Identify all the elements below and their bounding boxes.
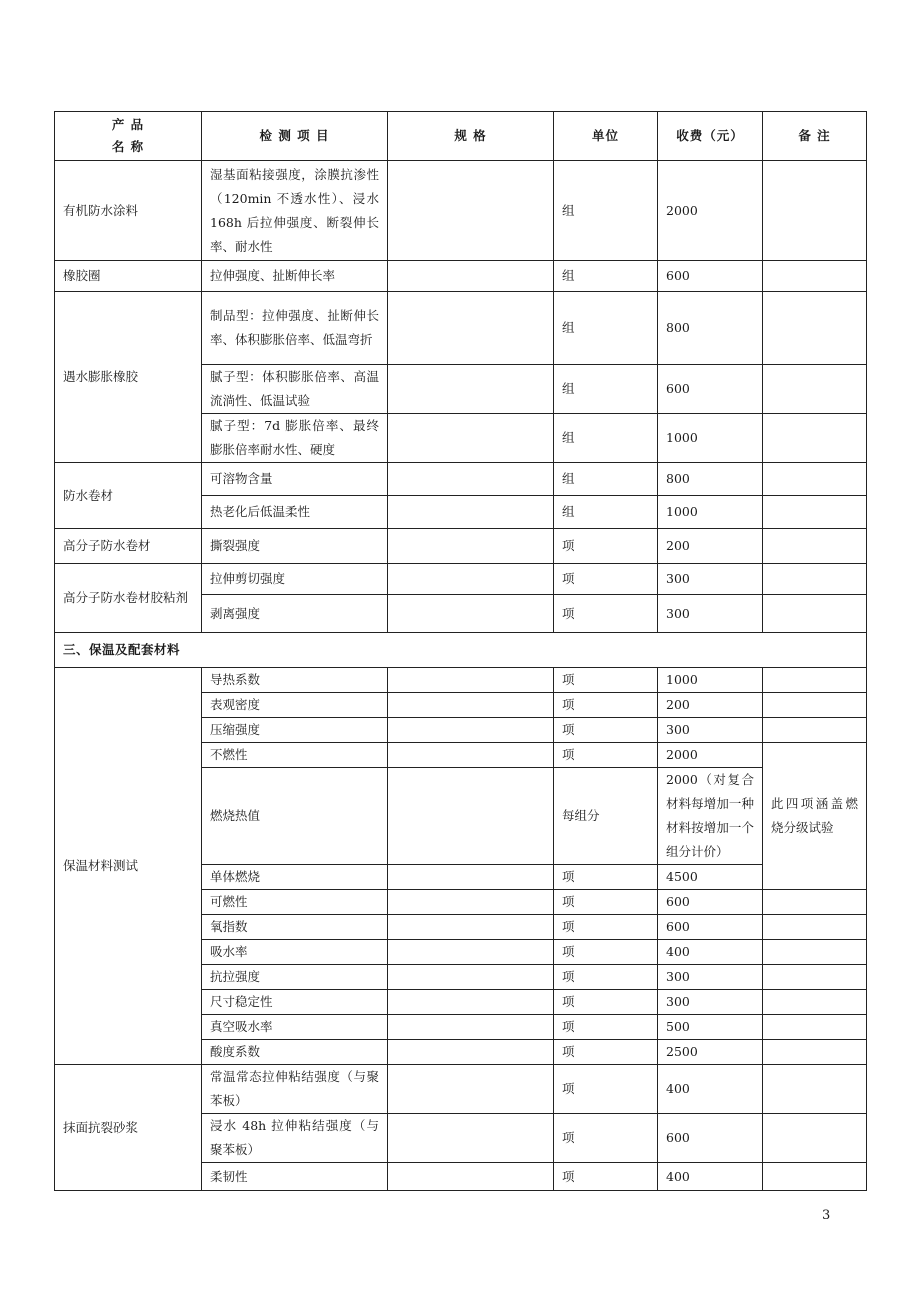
unit-cell: 每组分 bbox=[554, 768, 658, 865]
test-item: 导热系数 bbox=[202, 668, 388, 693]
test-item: 抗拉强度 bbox=[202, 965, 388, 990]
fee-cell: 300 bbox=[658, 990, 763, 1015]
note-cell bbox=[763, 496, 867, 529]
spec-cell bbox=[388, 718, 554, 743]
table-header-row bbox=[55, 112, 867, 161]
fee-cell: 2000 bbox=[658, 743, 763, 768]
unit-cell: 组 bbox=[554, 463, 658, 496]
unit-cell: 项 bbox=[554, 890, 658, 915]
unit-cell: 项 bbox=[554, 1163, 658, 1191]
product-name: 抹面抗裂砂浆 bbox=[55, 1065, 202, 1191]
unit-cell: 项 bbox=[554, 595, 658, 633]
spec-cell bbox=[388, 743, 554, 768]
note-cell bbox=[763, 595, 867, 633]
unit-cell: 项 bbox=[554, 940, 658, 965]
test-item: 酸度系数 bbox=[202, 1040, 388, 1065]
unit-cell: 项 bbox=[554, 990, 658, 1015]
spec-cell bbox=[388, 965, 554, 990]
test-item: 热老化后低温柔性 bbox=[202, 496, 388, 529]
note-cell bbox=[763, 161, 867, 261]
test-item: 制品型：拉伸强度、扯断伸长率、体积膨胀倍率、低温弯折 bbox=[202, 292, 388, 365]
unit-cell: 组 bbox=[554, 261, 658, 292]
note-cell bbox=[763, 365, 867, 414]
spec-cell bbox=[388, 890, 554, 915]
section-heading-row bbox=[55, 633, 867, 668]
header-item: 检 测 项 目 bbox=[202, 112, 388, 161]
note-cell bbox=[763, 965, 867, 990]
unit-cell: 组 bbox=[554, 161, 658, 261]
spec-cell bbox=[388, 1163, 554, 1191]
test-item: 氧指数 bbox=[202, 915, 388, 940]
spec-cell bbox=[388, 529, 554, 564]
table-row bbox=[55, 261, 867, 292]
page-number: 3 bbox=[822, 1208, 831, 1223]
test-item: 吸水率 bbox=[202, 940, 388, 965]
unit-cell: 项 bbox=[554, 965, 658, 990]
table-row bbox=[55, 292, 867, 365]
test-item: 压缩强度 bbox=[202, 718, 388, 743]
section-heading: 三、保温及配套材料 bbox=[55, 633, 867, 668]
product-name: 有机防水涂料 bbox=[55, 161, 202, 261]
note-cell bbox=[763, 890, 867, 915]
spec-cell bbox=[388, 668, 554, 693]
fee-cell: 600 bbox=[658, 915, 763, 940]
spec-cell bbox=[388, 496, 554, 529]
note-cell bbox=[763, 529, 867, 564]
unit-cell: 组 bbox=[554, 496, 658, 529]
test-item: 腻子型：7d 膨胀倍率、最终膨胀倍率耐水性、硬度 bbox=[202, 414, 388, 463]
test-item: 燃烧热值 bbox=[202, 768, 388, 865]
fee-cell: 200 bbox=[658, 693, 763, 718]
unit-cell: 项 bbox=[554, 564, 658, 595]
spec-cell bbox=[388, 1065, 554, 1114]
fee-cell: 800 bbox=[658, 292, 763, 365]
fee-cell: 400 bbox=[658, 1163, 763, 1191]
spec-cell bbox=[388, 365, 554, 414]
unit-cell: 项 bbox=[554, 693, 658, 718]
header-note: 备 注 bbox=[763, 112, 867, 161]
test-item: 柔韧性 bbox=[202, 1163, 388, 1191]
spec-cell bbox=[388, 595, 554, 633]
unit-cell: 项 bbox=[554, 1114, 658, 1163]
test-item: 可燃性 bbox=[202, 890, 388, 915]
product-name: 橡胶圈 bbox=[55, 261, 202, 292]
test-item: 真空吸水率 bbox=[202, 1015, 388, 1040]
fee-cell: 600 bbox=[658, 365, 763, 414]
spec-cell bbox=[388, 261, 554, 292]
test-item: 不燃性 bbox=[202, 743, 388, 768]
unit-cell: 组 bbox=[554, 414, 658, 463]
test-item: 拉伸强度、扯断伸长率 bbox=[202, 261, 388, 292]
test-item: 撕裂强度 bbox=[202, 529, 388, 564]
product-name: 保温材料测试 bbox=[55, 668, 202, 1065]
note-cell bbox=[763, 1163, 867, 1191]
product-name: 防水卷材 bbox=[55, 463, 202, 529]
note-cell bbox=[763, 1114, 867, 1163]
table-row bbox=[55, 161, 867, 261]
spec-cell bbox=[388, 292, 554, 365]
note-cell bbox=[763, 1065, 867, 1114]
spec-cell bbox=[388, 161, 554, 261]
test-item: 尺寸稳定性 bbox=[202, 990, 388, 1015]
fee-cell: 300 bbox=[658, 718, 763, 743]
fee-cell: 400 bbox=[658, 1065, 763, 1114]
spec-cell bbox=[388, 1040, 554, 1065]
fee-cell: 600 bbox=[658, 1114, 763, 1163]
fee-cell: 500 bbox=[658, 1015, 763, 1040]
test-item: 剥离强度 bbox=[202, 595, 388, 633]
product-name: 遇水膨胀橡胶 bbox=[55, 292, 202, 463]
unit-cell: 项 bbox=[554, 529, 658, 564]
spec-cell bbox=[388, 564, 554, 595]
test-item: 单体燃烧 bbox=[202, 865, 388, 890]
fee-cell: 600 bbox=[658, 261, 763, 292]
table-row bbox=[55, 529, 867, 564]
spec-cell bbox=[388, 463, 554, 496]
fee-cell: 1000 bbox=[658, 496, 763, 529]
note-cell bbox=[763, 564, 867, 595]
unit-cell: 项 bbox=[554, 1065, 658, 1114]
note-cell bbox=[763, 292, 867, 365]
table-row bbox=[55, 564, 867, 595]
unit-cell: 项 bbox=[554, 865, 658, 890]
fee-cell: 600 bbox=[658, 890, 763, 915]
header-spec: 规 格 bbox=[388, 112, 554, 161]
spec-cell bbox=[388, 990, 554, 1015]
unit-cell: 项 bbox=[554, 1040, 658, 1065]
test-item: 拉伸剪切强度 bbox=[202, 564, 388, 595]
fee-cell: 2000 bbox=[658, 161, 763, 261]
fee-cell: 200 bbox=[658, 529, 763, 564]
fee-cell: 2000（对复合材料每增加一种材料按增加一个组分计价） bbox=[658, 768, 763, 865]
note-cell bbox=[763, 668, 867, 693]
product-name: 高分子防水卷材胶粘剂 bbox=[55, 564, 202, 633]
note-cell bbox=[763, 940, 867, 965]
test-item: 浸水 48h 拉伸粘结强度（与聚苯板） bbox=[202, 1114, 388, 1163]
note-cell bbox=[763, 463, 867, 496]
unit-cell: 组 bbox=[554, 292, 658, 365]
fee-cell: 300 bbox=[658, 595, 763, 633]
header-fee: 收费（元） bbox=[658, 112, 763, 161]
unit-cell: 项 bbox=[554, 718, 658, 743]
spec-cell bbox=[388, 768, 554, 865]
table-row bbox=[55, 463, 867, 496]
spec-cell bbox=[388, 1114, 554, 1163]
spec-cell bbox=[388, 693, 554, 718]
fee-cell: 4500 bbox=[658, 865, 763, 890]
note-cell bbox=[763, 1015, 867, 1040]
test-item: 湿基面粘接强度，涂膜抗渗性（120min 不透水性）、浸水 168h 后拉伸强度、断裂伸长率、耐水性 bbox=[202, 161, 388, 261]
unit-cell: 项 bbox=[554, 915, 658, 940]
spec-cell bbox=[388, 940, 554, 965]
fee-cell: 1000 bbox=[658, 668, 763, 693]
note-cell: 此四项涵盖燃烧分级试验 bbox=[763, 743, 867, 890]
unit-cell: 项 bbox=[554, 743, 658, 768]
test-item: 常温常态拉伸粘结强度（与聚苯板） bbox=[202, 1065, 388, 1114]
note-cell bbox=[763, 693, 867, 718]
fee-cell: 2500 bbox=[658, 1040, 763, 1065]
spec-cell bbox=[388, 1015, 554, 1040]
note-cell bbox=[763, 1040, 867, 1065]
spec-cell bbox=[388, 414, 554, 463]
note-cell bbox=[763, 990, 867, 1015]
header-unit: 单位 bbox=[554, 112, 658, 161]
fee-cell: 300 bbox=[658, 965, 763, 990]
unit-cell: 项 bbox=[554, 668, 658, 693]
note-cell bbox=[763, 718, 867, 743]
note-cell bbox=[763, 915, 867, 940]
product-name: 高分子防水卷材 bbox=[55, 529, 202, 564]
fee-cell: 300 bbox=[658, 564, 763, 595]
fee-cell: 400 bbox=[658, 940, 763, 965]
table-row bbox=[55, 668, 867, 693]
header-product: 产 品 名 称 bbox=[55, 112, 202, 161]
note-cell bbox=[763, 414, 867, 463]
test-item: 可溶物含量 bbox=[202, 463, 388, 496]
unit-cell: 项 bbox=[554, 1015, 658, 1040]
fee-cell: 1000 bbox=[658, 414, 763, 463]
fee-table bbox=[54, 111, 867, 1191]
unit-cell: 组 bbox=[554, 365, 658, 414]
test-item: 表观密度 bbox=[202, 693, 388, 718]
table-row bbox=[55, 1065, 867, 1114]
note-cell bbox=[763, 261, 867, 292]
fee-cell: 800 bbox=[658, 463, 763, 496]
spec-cell bbox=[388, 865, 554, 890]
spec-cell bbox=[388, 915, 554, 940]
test-item: 腻子型：体积膨胀倍率、高温流淌性、低温试验 bbox=[202, 365, 388, 414]
